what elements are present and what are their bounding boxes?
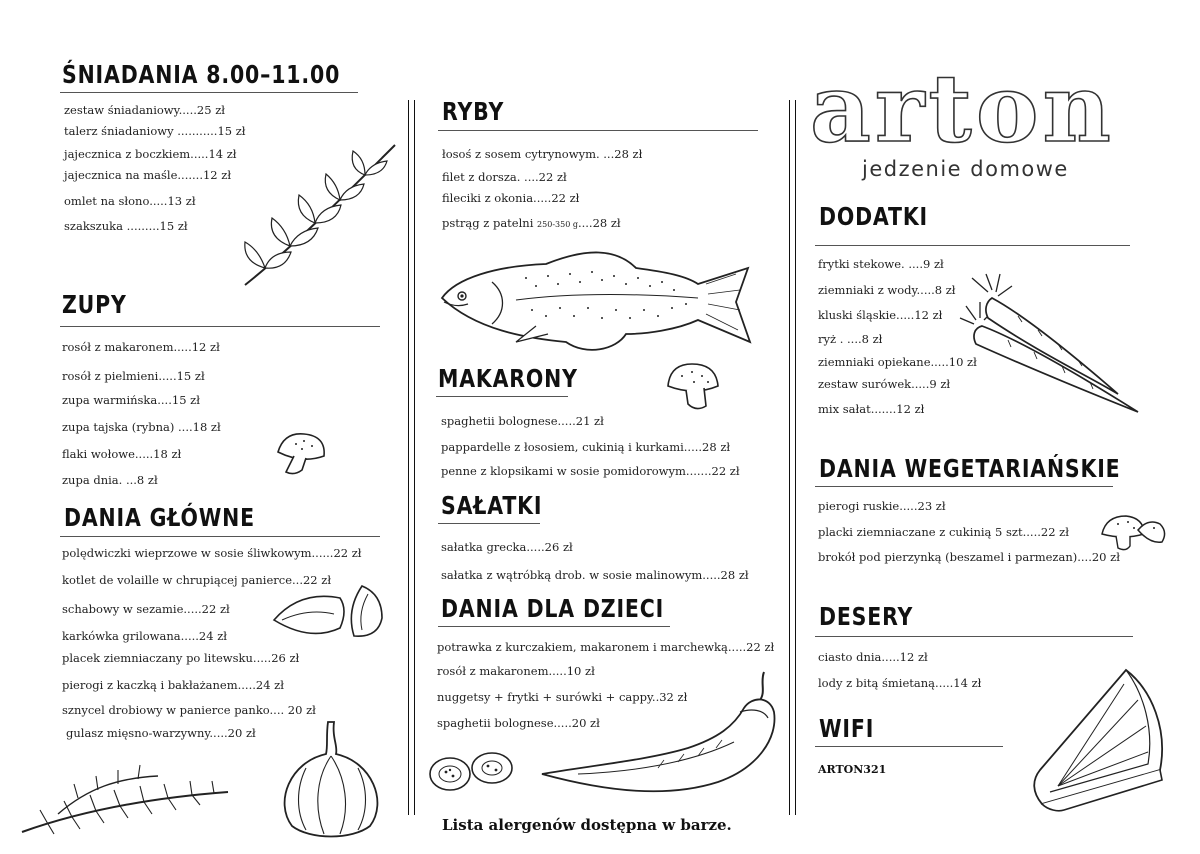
mains-item: pierogi z kaczką i bakłażanem.....24 zł [62, 678, 284, 692]
fish-rule [438, 130, 758, 131]
desserts-heading: DESERY [819, 602, 914, 631]
mains-heading: DANIA GŁÓWNE [64, 503, 255, 532]
breakfast-item: talerz śniadaniowy ...........15 zł [64, 124, 246, 138]
sides-rule [815, 245, 1130, 246]
kids-rule [438, 626, 670, 627]
mains-rule [60, 536, 380, 537]
vegetarian-rule [815, 486, 1113, 487]
kids-item: nuggetsy + frytki + surówki + cappy..32 zł [437, 690, 688, 704]
trout-fish-icon [436, 238, 756, 358]
fish-item: fileciki z okonia.....22 zł [442, 191, 580, 205]
soups-item: zupa tajska (rybna) ....18 zł [62, 420, 221, 434]
trout-price: ....28 zł [577, 216, 621, 230]
mains-item: placek ziemniaczany po litewsku.....26 zł [62, 651, 300, 665]
pasta-item: pappardelle z łososiem, cukinią i kurkami.....28 zł [441, 440, 731, 454]
trout-weight: 250-350 g [537, 220, 578, 229]
desserts-item: ciasto dnia.....12 zł [818, 650, 928, 664]
pasta-item: spaghetii bolognese.....21 zł [441, 414, 604, 428]
vegetarian-item: brokół pod pierzynką (beszamel i parmezan)....20 zł [818, 550, 1120, 564]
sides-item: zestaw surówek.....9 zł [818, 377, 951, 391]
vegetarian-heading: DANIA WEGETARIAŃSKIE [819, 454, 1121, 483]
mains-item: gulasz mięsno-warzywny.....20 zł [66, 726, 256, 740]
fish-item-trout [442, 216, 621, 230]
kids-item: potrawka z kurczakiem, makaronem i marchewką.....22 zł [437, 640, 775, 654]
breakfast-rule [60, 92, 358, 93]
chili-pepper-icon [538, 668, 778, 808]
salads-item: sałatka z wątróbką drob. w sosie malinowym.....28 zł [441, 568, 749, 582]
mushroom-icon [664, 360, 724, 414]
soups-item: rosół z pielmieni.....15 zł [62, 369, 205, 383]
desserts-item: lody z bitą śmietaną.....14 zł [818, 676, 982, 690]
breakfast-item: szakszuka .........15 zł [64, 219, 188, 233]
pasta-heading: MAKARONY [438, 364, 578, 393]
carrots-icon [958, 272, 1144, 417]
sides-item: kluski śląskie.....12 zł [818, 308, 943, 322]
brand-tagline: jedzenie domowe [862, 157, 1069, 181]
divider-line [408, 100, 409, 815]
kids-item: rosół z makaronem.....10 zł [437, 664, 595, 678]
lemon-wedge-icon [1028, 664, 1170, 814]
soups-item: flaki wołowe.....18 zł [62, 447, 182, 461]
soups-rule [60, 326, 380, 327]
garlic-cloves-icon [270, 580, 390, 645]
mushroom-icon [272, 430, 332, 478]
wifi-rule [815, 746, 1003, 747]
rosemary-branch-icon [18, 748, 233, 838]
breakfast-heading: ŚNIADANIA 8.00–11.00 [62, 60, 341, 89]
soups-heading: ZUPY [62, 290, 127, 319]
sides-item: ziemniaki opiekane.....10 zł [818, 355, 977, 369]
divider-line [789, 100, 790, 815]
mains-item: schabowy w sezamie.....22 zł [62, 602, 230, 616]
mains-item: sznycel drobiowy w panierce panko.... 20 zł [62, 703, 316, 717]
mains-item: polędwiczki wieprzowe w sosie śliwkowym......22 zł [62, 546, 362, 560]
allergen-note: Lista alergenów dostępna w barze. [442, 816, 732, 834]
salads-item: sałatka grecka.....26 zł [441, 540, 573, 554]
sides-heading: DODATKI [819, 202, 928, 231]
sides-item: ryż . ....8 zł [818, 332, 883, 346]
kids-heading: DANIA DLA DZIECI [441, 594, 665, 623]
soups-item: zupa warmińska....15 zł [62, 393, 200, 407]
wifi-password: ARTON321 [818, 763, 887, 776]
sides-item: mix sałat.......12 zł [818, 402, 925, 416]
fish-item: łosoś z sosem cytrynowym. ...28 zł [442, 147, 643, 161]
sides-item: frytki stekowe. ....9 zł [818, 257, 944, 271]
breakfast-item: zestaw śniadaniowy.....25 zł [64, 103, 225, 117]
pasta-rule [436, 396, 568, 397]
rosemary-sprig-icon [235, 135, 405, 295]
garlic-bulb-icon [276, 718, 386, 838]
kids-item: spaghetii bolognese.....20 zł [437, 716, 600, 730]
sides-item: ziemniaki z wody.....8 zł [818, 283, 956, 297]
fish-item: filet z dorsza. ....22 zł [442, 170, 567, 184]
divider-line [795, 100, 796, 815]
brand-logo: arton [810, 54, 1115, 164]
divider-line [414, 100, 415, 815]
breakfast-item: jajecznica z boczkiem.....14 zł [64, 147, 237, 161]
mains-item: kotlet de volaille w chrupiącej panierce...22 zł [62, 573, 332, 587]
wifi-heading: WIFI [819, 714, 875, 743]
chili-slices-icon [426, 744, 518, 800]
breakfast-item: jajecznica na maśle.......12 zł [64, 168, 232, 182]
fish-heading: RYBY [442, 97, 505, 126]
trout-name: pstrąg z patelni [442, 216, 534, 230]
mains-item: karkówka grilowana.....24 zł [62, 629, 227, 643]
vegetarian-item: pierogi ruskie.....23 zł [818, 499, 946, 513]
salads-rule [438, 523, 540, 524]
soups-item: zupa dnia. ...8 zł [62, 473, 158, 487]
breakfast-item: omlet na słono.....13 zł [64, 194, 196, 208]
desserts-rule [815, 636, 1133, 637]
pasta-item: penne z klopsikami w sosie pomidorowym.......22 zł [441, 464, 740, 478]
vegetarian-item: placki ziemniaczane z cukinią 5 szt.....22 zł [818, 525, 1069, 539]
salads-heading: SAŁATKI [441, 491, 543, 520]
soups-item: rosół z makaronem.....12 zł [62, 340, 220, 354]
mushroom-icon [1098, 510, 1168, 554]
